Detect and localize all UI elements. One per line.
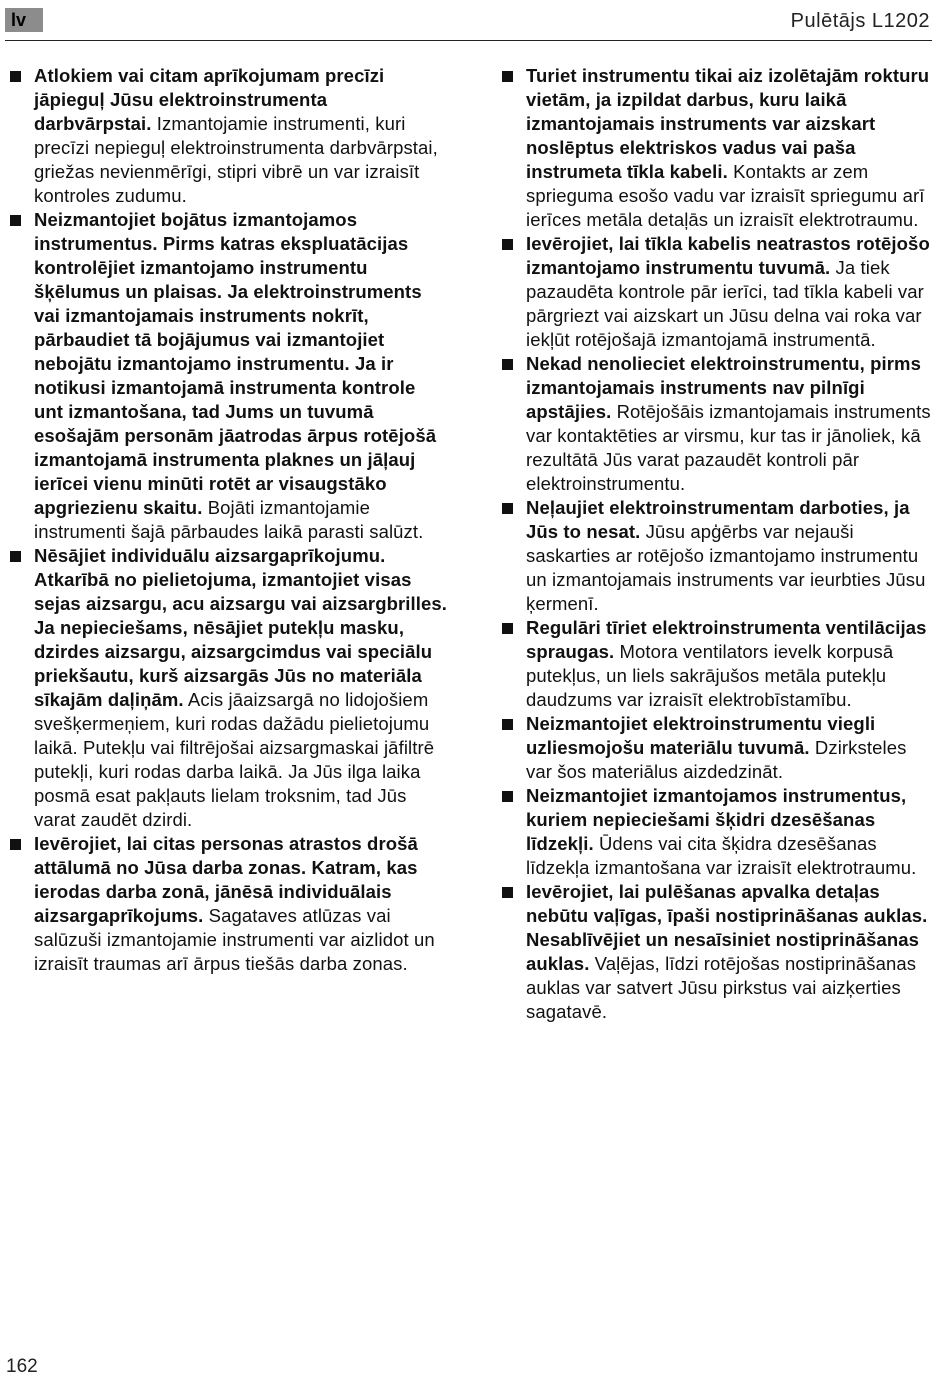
item-normal-text: Dzirksteles var šos materiālus aizdedzināt. [526,737,907,782]
list-item [500,64,932,232]
item-bold-text: Nēsājiet individuālu aizsargaprīkojumu. Atkarībā no pielietojuma, izmantojiet visas sejas aizsargu, acu aizsargu vai aizsargbrilles. Ja nepieciešams, nēsājiet putekļu masku, dzirdes aizsargu, aizsargcimdus vai speciālu priekšautu, kurš aizsargās Jūs no materiāla sīkajām daļiņām. [34,545,448,710]
item-normal-text: Sagataves atlūzas vai salūzuši izmantojamie instrumenti var aizlidot un izraisīt traumas arī ārpus tiešās darba zonas. [34,905,435,974]
list-item [500,616,932,712]
list-item [8,64,448,208]
list-item [500,784,932,880]
item-normal-text: Bojāti izmantojamie instrumenti šajā pārbaudes laikā parasti salūzt. [34,497,424,542]
square-bullet-icon [10,551,21,562]
list-item [500,232,932,352]
item-bold-text: Neizmantojiet bojātus izmantojamos instrumentus. Pirms katras ekspluatācijas kontrolējiet izmantojamo instrumentu šķēlumus un plaisas. Ja elektroinstruments vai izmantojamais instruments nokrīt, pārbaudiet tā bojājumus vai izmantojiet nebojātu izmantojamo instrumentu. Ja ir notikusi izmantojamā instrumenta kontrole unt izmantošana, tad Jums un tuvumā esošajām personām jāatrodas ārpus rotējošā izmantojamā instrumenta plaknes un jāļauj ierīcei vienu minūti rotēt ar visaugstāko apgriezienu skaitu. [34,209,437,518]
item-normal-text: Ja tiek pazaudēta kontrole pār ierīci, tad tīkla kabeli var pārgriezt vai aizskart un Jūsu delna vai roka var iekļūt rotējošajā izmantojamā instrumentā. [526,257,924,350]
square-bullet-icon [502,503,513,514]
item-normal-text: Jūsu apģērbs var nejauši saskarties ar rotējošo izmantojamo instrumentu un izmantojamais instruments var ieurbties Jūsu ķermenī. [526,521,926,614]
item-normal-text: Ūdens vai cita šķidra dzesēšanas līdzekļa izmantošana var izraisīt elektrotraumu. [526,833,917,878]
item-bold-text: Turiet instrumentu tikai aiz izolētajām rokturu vietām, ja izpildat darbus, kuru laikā izmantojamais instruments var aizskart noslēptus elektriskos vadus vai paša instrumeta tīkla kabeli. [526,65,930,182]
item-normal-text: Motora ventilators ievelk korpusā putekļus, un liels sakrājušos metāla putekļu daudzums var izraisīt elektrobīstamību. [526,641,894,710]
square-bullet-icon [502,359,513,370]
left-column [8,64,448,976]
header-divider [5,40,932,41]
item-bold-text: Ievērojiet, lai tīkla kabelis neatrastos rotējošo izmantojamo instrumentu tuvumā. [526,233,930,278]
square-bullet-icon [10,215,21,226]
list-item [500,712,932,784]
language-tag: lv [5,8,43,32]
item-bold-text: Neizmantojiet izmantojamos instrumentus, kuriem nepieciešami šķidri dzesēšanas līdzekļi. [526,785,907,854]
item-bold-text: Regulāri tīriet elektroinstrumenta ventilācijas spraugas. [526,617,927,662]
square-bullet-icon [10,839,21,850]
item-normal-text: Rotējošāis izmantojamais instruments var kontaktēties ar virsmu, kur tas ir jānoliek, kā rezultātā Jūs varat pazaudēt kontroli pār elektroinstrumentu. [526,401,931,494]
item-bold-text: Neļaujiet elektroinstrumentam darboties, ja Jūs to nesat. [526,497,910,542]
item-normal-text: Kontakts ar zem sprieguma esošo vadu var izraisīt spriegumu arī ierīces metāla detaļās un izraisīt elektrotraumu. [526,161,925,230]
list-item [500,352,932,496]
list-item [8,544,448,832]
item-bold-text: Atlokiem vai citam aprīkojumam precīzi jāpieguļ Jūsu elektroinstrumenta darbvārpstai. [34,65,385,134]
square-bullet-icon [502,719,513,730]
list-item [8,208,448,544]
square-bullet-icon [502,623,513,634]
square-bullet-icon [502,791,513,802]
page-header [0,0,950,44]
item-normal-text: Acis jāaizsargā no lidojošiem svešķermeņiem, kuri rodas dažādu pielietojumu laikā. Putekļu vai filtrējošai aizsargmaskai jāfiltrē putekļi, kuri rodas darba laikā. Ja Jūs ilga laika posmā esat pakļauts lielam troksnim, tad Jūs varat zaudēt dzirdi. [34,689,435,830]
square-bullet-icon [502,887,513,898]
list-item [500,880,932,1024]
item-normal-text: Izmantojamie instrumenti, kuri precīzi nepieguļ elektroinstrumenta darbvārpstai, griežas nevienmērīgi, stipri vibrē un var izraisīt kontroles zudumu. [34,113,438,206]
square-bullet-icon [10,71,21,82]
list-item [8,832,448,976]
page-number: 162 [6,1356,38,1377]
item-bold-text: Ievērojiet, lai citas personas atrastos drošā attālumā no Jūsa darba zonas. Katram, kas ierodas darba zonā, jānēsā individuālais aizsargaprīkojums. [34,833,418,926]
item-bold-text: Nekad nenolieciet elektroinstrumentu, pirms izmantojamais instruments nav pilnīgi apstājies. [526,353,921,422]
right-column [500,64,932,1024]
item-bold-text: Ievērojiet, lai pulēšanas apvalka detaļas nebūtu vaļīgas, īpaši nostiprināšanas auklas. Nesablīvējiet un nesaīsiniet nostiprināšanas auklas. [526,881,928,974]
square-bullet-icon [502,71,513,82]
item-bold-text: Neizmantojiet elektroinstrumentu viegli uzliesmojošu materiālu tuvumā. [526,713,876,758]
item-normal-text: Vaļējas, līdzi rotējošas nostiprināšanas auklas var satvert Jūsu pirkstus vai aizķerties sagatavē. [526,953,917,1022]
square-bullet-icon [502,239,513,250]
list-item [500,496,932,616]
product-title: Pulētājs L1202 [790,10,930,32]
